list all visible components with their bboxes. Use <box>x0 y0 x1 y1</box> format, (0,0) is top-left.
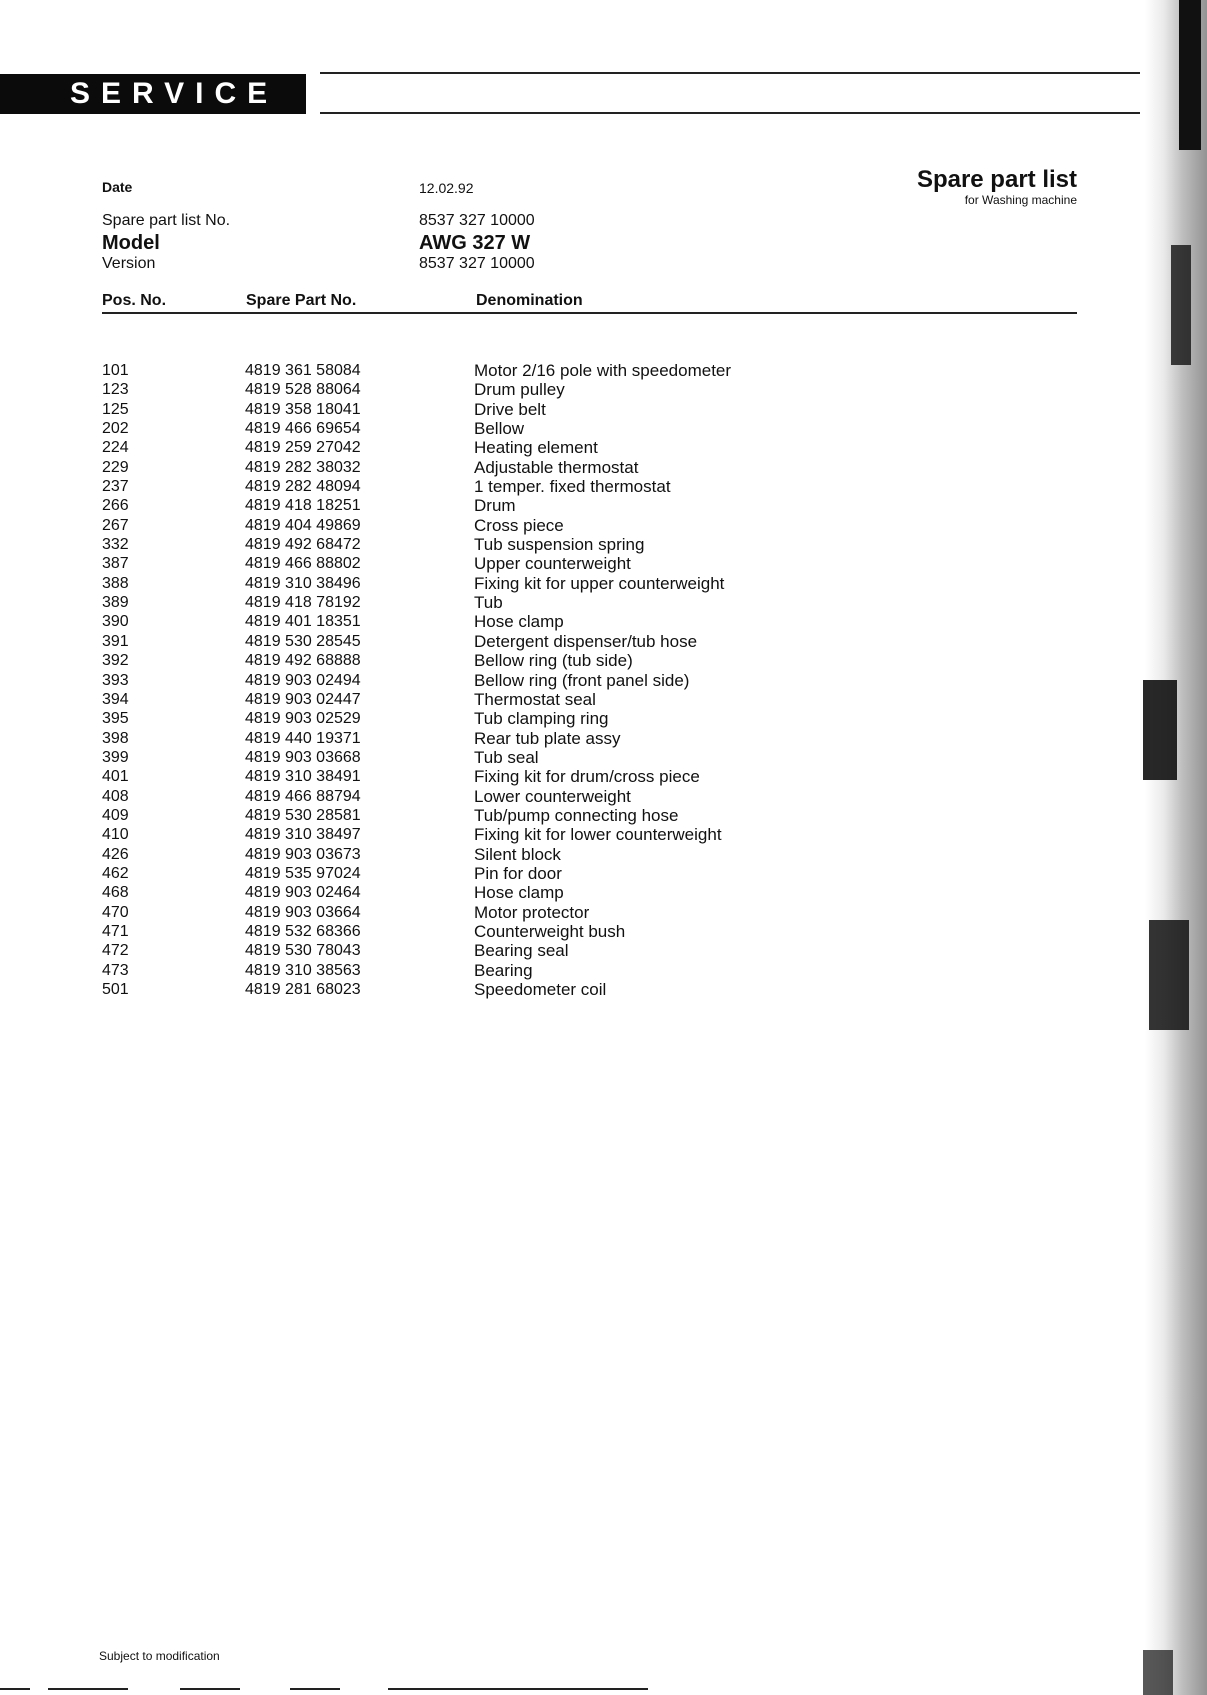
parts-row-part-number: 4819 282 38032 <box>245 458 361 476</box>
parts-row-denomination: Tub clamping ring <box>474 709 609 729</box>
parts-row-pos: 462 <box>102 864 129 882</box>
parts-row-denomination: Drum <box>474 496 516 516</box>
parts-row-pos: 101 <box>102 362 129 379</box>
parts-row <box>102 845 822 864</box>
parts-row-part-number: 4819 310 38497 <box>245 826 361 844</box>
parts-row-denomination: Tub seal <box>474 747 539 767</box>
parts-row-denomination: Hose clamp <box>474 612 564 632</box>
parts-row <box>102 806 822 825</box>
parts-row-pos: 202 <box>102 420 129 438</box>
date-label: Date <box>102 179 133 195</box>
parts-row-denomination: Bellow ring (front panel side) <box>474 670 690 690</box>
parts-row-denomination: Drum pulley <box>474 380 565 400</box>
document-title: Spare part list <box>916 166 1077 193</box>
parts-row-part-number: 4819 903 03664 <box>245 903 361 921</box>
parts-row-part-number: 4819 535 97024 <box>245 864 361 882</box>
parts-row-denomination: Speedometer coil <box>474 980 607 999</box>
service-banner <box>0 74 306 114</box>
model-value: AWG 327 W <box>419 232 531 254</box>
header-rule-top <box>320 72 1140 74</box>
parts-row-pos: 393 <box>102 671 129 689</box>
service-banner-text: SERVICE <box>70 77 279 110</box>
parts-row-pos: 123 <box>102 381 129 399</box>
bottom-edge-line <box>388 1688 648 1690</box>
parts-row-denomination: Tub <box>474 593 503 613</box>
scan-edge-mark <box>1143 680 1177 780</box>
parts-row-pos: 392 <box>102 652 129 670</box>
parts-row-pos: 224 <box>102 439 129 457</box>
parts-row-pos: 472 <box>102 942 129 960</box>
list-no-label: Spare part list No. <box>102 212 231 229</box>
parts-row-part-number: 4819 281 68023 <box>245 981 361 998</box>
document-subtitle: for Washing machine <box>964 193 1077 207</box>
parts-row-part-number: 4819 530 28581 <box>245 806 361 824</box>
parts-row <box>102 380 822 399</box>
bottom-edge-line <box>0 1688 30 1690</box>
parts-row-part-number: 4819 903 02464 <box>245 884 361 902</box>
parts-row-denomination: Upper counterweight <box>474 554 631 574</box>
parts-row-part-number: 4819 466 88794 <box>245 787 361 805</box>
parts-row-part-number: 4819 282 48094 <box>245 478 361 496</box>
parts-row-part-number: 4819 358 18041 <box>245 400 361 418</box>
column-header-pos: Pos. No. <box>102 292 167 309</box>
parts-row-pos: 470 <box>102 903 129 921</box>
parts-row-denomination: Counterweight bush <box>474 921 626 941</box>
parts-row-pos: 409 <box>102 806 129 824</box>
parts-row-part-number: 4819 903 02447 <box>245 690 361 708</box>
parts-row <box>102 477 822 496</box>
parts-row-pos: 390 <box>102 613 129 631</box>
parts-row-part-number: 4819 310 38563 <box>245 961 361 979</box>
parts-row <box>102 671 822 690</box>
parts-row-pos: 395 <box>102 710 129 728</box>
model-label: Model <box>102 232 160 254</box>
parts-row <box>102 496 822 515</box>
parts-row-part-number: 4819 492 68888 <box>245 652 361 670</box>
parts-row <box>102 361 822 380</box>
parts-row <box>102 709 822 728</box>
parts-row-pos: 391 <box>102 632 129 650</box>
parts-row-denomination: Bellow ring (tub side) <box>474 651 633 671</box>
parts-row <box>102 593 822 612</box>
parts-row <box>102 729 822 748</box>
bottom-edge-line <box>48 1688 128 1690</box>
parts-row-part-number: 4819 418 78192 <box>245 594 361 612</box>
parts-row <box>102 651 822 670</box>
scan-edge-mark <box>1149 920 1189 1030</box>
version-value: 8537 327 10000 <box>419 255 535 272</box>
parts-row-part-number: 4819 903 02529 <box>245 710 361 728</box>
parts-row <box>102 458 822 477</box>
header-rule-bottom <box>320 112 1140 114</box>
parts-row-pos: 399 <box>102 748 129 766</box>
parts-row-denomination: Bearing <box>474 960 533 980</box>
list-no-value: 8537 327 10000 <box>419 212 535 229</box>
date-value: 12.02.92 <box>419 180 474 196</box>
parts-row-part-number: 4819 310 38491 <box>245 768 361 786</box>
parts-row <box>102 748 822 767</box>
parts-row-denomination: Bearing seal <box>474 941 569 961</box>
parts-row <box>102 767 822 786</box>
parts-row-pos: 266 <box>102 497 129 515</box>
scan-edge-mark <box>1179 0 1201 150</box>
parts-row <box>102 864 822 883</box>
parts-row-part-number: 4819 310 38496 <box>245 574 361 592</box>
parts-row-part-number: 4819 492 68472 <box>245 536 361 554</box>
parts-row-denomination: Drive belt <box>474 399 546 419</box>
parts-row-part-number: 4819 440 19371 <box>245 729 361 747</box>
parts-row <box>102 400 822 419</box>
parts-row <box>102 554 822 573</box>
parts-row <box>102 825 822 844</box>
footer-note: Subject to modification <box>99 1649 220 1663</box>
parts-row-part-number: 4819 401 18351 <box>245 613 361 631</box>
parts-row-pos: 125 <box>102 400 129 418</box>
parts-row-denomination: Silent block <box>474 844 561 864</box>
parts-row-denomination: Motor protector <box>474 902 590 922</box>
parts-row-pos: 501 <box>102 981 129 998</box>
parts-row-part-number: 4819 903 03673 <box>245 845 361 863</box>
parts-row-pos: 387 <box>102 555 129 573</box>
parts-row <box>102 516 822 535</box>
parts-row <box>102 980 822 999</box>
parts-row-denomination: Cross piece <box>474 515 564 535</box>
column-header-denomination: Denomination <box>476 292 583 309</box>
parts-row-part-number: 4819 466 88802 <box>245 555 361 573</box>
parts-row-part-number: 4819 903 03668 <box>245 748 361 766</box>
parts-row-part-number: 4819 528 88064 <box>245 381 361 399</box>
parts-row-denomination: Thermostat seal <box>474 689 596 709</box>
parts-row-pos: 398 <box>102 729 129 747</box>
parts-row-part-number: 4819 530 28545 <box>245 632 361 650</box>
scan-edge-mark <box>1171 245 1191 365</box>
parts-row-pos: 267 <box>102 516 129 534</box>
parts-row-denomination: Fixing kit for lower counterweight <box>474 825 722 845</box>
parts-list <box>102 361 822 999</box>
parts-row-denomination: Bellow <box>474 419 525 439</box>
version-label: Version <box>102 255 156 272</box>
parts-row-pos: 389 <box>102 594 129 612</box>
parts-row-pos: 410 <box>102 826 129 844</box>
parts-row-denomination: Tub suspension spring <box>474 535 645 555</box>
parts-row <box>102 535 822 554</box>
parts-row-pos: 468 <box>102 884 129 902</box>
parts-row-denomination: Lower counterweight <box>474 786 631 806</box>
parts-row-denomination: Pin for door <box>474 863 562 883</box>
parts-row-pos: 471 <box>102 922 129 940</box>
parts-row-pos: 229 <box>102 458 129 476</box>
parts-row <box>102 690 822 709</box>
parts-row <box>102 922 822 941</box>
bottom-edge-line <box>290 1688 340 1690</box>
parts-row-part-number: 4819 530 78043 <box>245 942 361 960</box>
parts-row <box>102 438 822 457</box>
bottom-edge-line <box>180 1688 240 1690</box>
parts-row-part-number: 4819 259 27042 <box>245 439 361 457</box>
parts-row-denomination: Hose clamp <box>474 883 564 903</box>
parts-row <box>102 632 822 651</box>
parts-row-denomination: Tub/pump connecting hose <box>474 805 679 825</box>
parts-row-pos: 426 <box>102 845 129 863</box>
parts-row <box>102 419 822 438</box>
parts-row <box>102 883 822 902</box>
parts-row-denomination: Fixing kit for drum/cross piece <box>474 767 700 787</box>
parts-row <box>102 574 822 593</box>
parts-row-part-number: 4819 418 18251 <box>245 497 361 515</box>
column-header-part: Spare Part No. <box>246 292 357 309</box>
parts-row-denomination: Fixing kit for upper counterweight <box>474 573 725 593</box>
parts-row-part-number: 4819 361 58084 <box>245 362 361 379</box>
parts-row-denomination: 1 temper. fixed thermostat <box>474 477 671 497</box>
parts-row-denomination: Adjustable thermostat <box>474 457 639 477</box>
parts-row-pos: 394 <box>102 690 129 708</box>
parts-row-part-number: 4819 532 68366 <box>245 922 361 940</box>
scan-edge-mark <box>1143 1650 1173 1695</box>
parts-row <box>102 787 822 806</box>
column-header-rule <box>102 312 1077 314</box>
parts-row-denomination: Motor 2/16 pole with speedometer <box>474 361 732 380</box>
parts-row-pos: 237 <box>102 478 129 496</box>
parts-row-pos: 388 <box>102 574 129 592</box>
parts-row-denomination: Detergent dispenser/tub hose <box>474 631 698 651</box>
parts-row <box>102 941 822 960</box>
parts-row <box>102 612 822 631</box>
parts-row-part-number: 4819 903 02494 <box>245 671 361 689</box>
parts-row <box>102 903 822 922</box>
parts-row-pos: 401 <box>102 768 129 786</box>
parts-row-pos: 408 <box>102 787 129 805</box>
parts-row-pos: 332 <box>102 536 129 554</box>
parts-row-part-number: 4819 404 49869 <box>245 516 361 534</box>
parts-row-denomination: Rear tub plate assy <box>474 728 621 748</box>
parts-row-part-number: 4819 466 69654 <box>245 420 361 438</box>
parts-row-denomination: Heating element <box>474 438 598 458</box>
parts-row-pos: 473 <box>102 961 129 979</box>
parts-row <box>102 961 822 980</box>
